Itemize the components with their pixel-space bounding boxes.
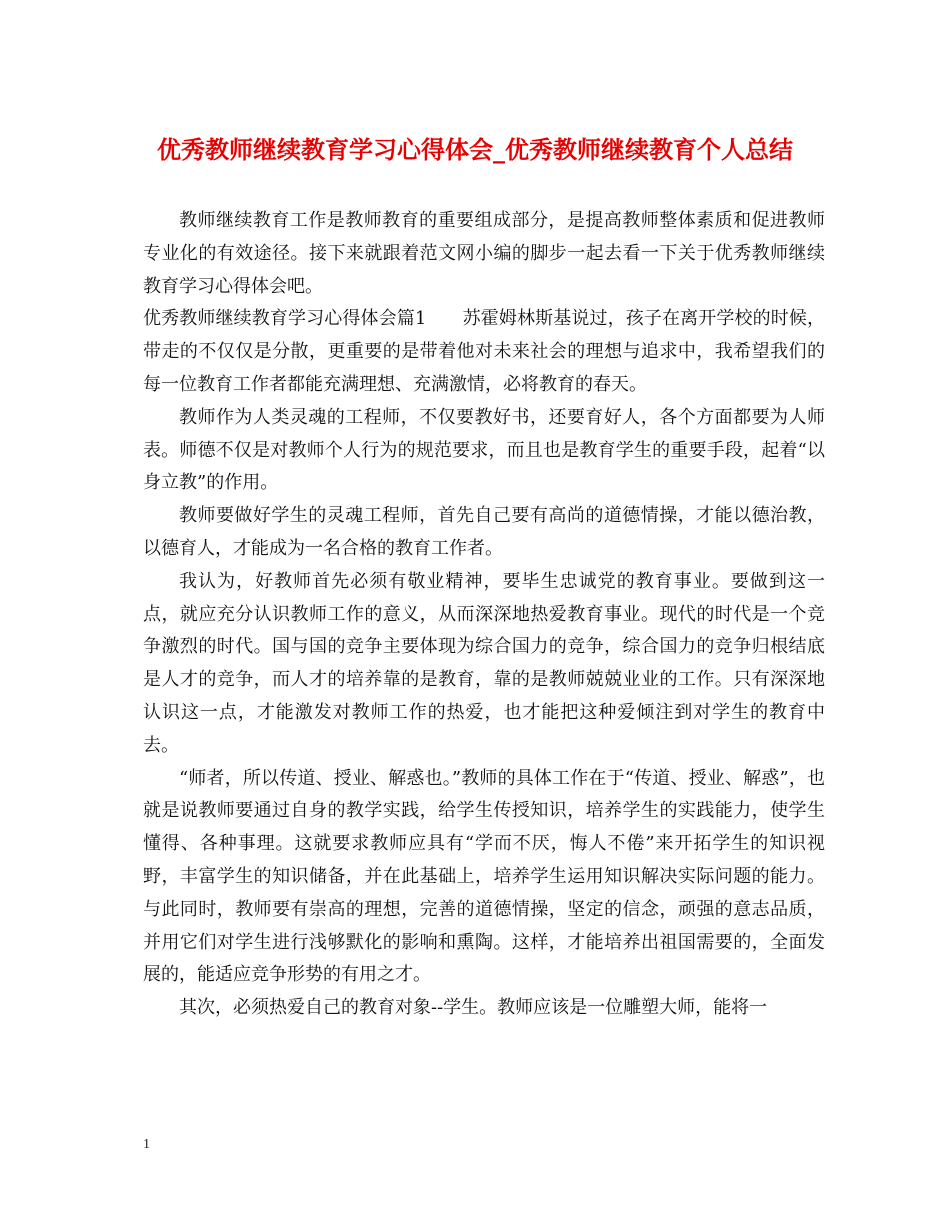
paragraph-section-1: 优秀教师继续教育学习心得体会篇1 苏霍姆林斯基说过，孩子在离开学校的时候，带走的不仅仅是分散，更重要的是带着他对未来社会的理想与追求中，我希望我们的每一位教育工作者都能充满理想、充满激情，必将教育的春天。 [143, 308, 825, 395]
document-title: 优秀教师继续教育学习心得体会_优秀教师继续教育个人总结 [157, 136, 793, 164]
paragraph: 教师作为人类灵魂的工程师，不仅要教好书，还要育好人，各个方面都要为人师表。师德不仅是对教师个人行为的规范要求，而且也是教育学生的重要手段，起着“以身立教”的作用。 [143, 406, 825, 494]
paragraph: 其次，必须热爱自己的教育对象--学生。教师应该是一位雕塑大师，能将一 [179, 997, 768, 1019]
paragraph: “师者，所以传道、授业、解惑也。”教师的具体工作在于“传道、授业、解惑”，也就是说教师要通过自身的教学实践，给学生传授知识，培养学生的实践能力，使学生懂得、各种事理。这就要求教师应具有“学而不厌，悔人不倦”来开拓学生的知识视野，丰富学生的知识储备，并在此基础上，培养学生运用知识解决实际问题的能力。与此同时，教师要有崇高的理想，完善的道德情操，坚定的信念，顽强的意志品质，并用它们对学生进行浅够默化的影响和熏陶。这样，才能培养出祖国需要的，全面发展的，能适应竞争形势的有用之才。 [143, 767, 825, 986]
page-number: 1 [143, 1137, 150, 1152]
document-body [143, 205, 825, 1025]
paragraph-intro: 教师继续教育工作是教师教育的重要组成部分，是提高教师整体素质和促进教师专业化的有效途径。接下来就跟着范文网小编的脚步一起去看一下关于优秀教师继续教育学习心得体会吧。 [143, 210, 825, 297]
paragraph: 我认为，好教师首先必须有敬业精神，要毕生忠诚党的教育事业。要做到这一点，就应充分认识教师工作的意义，从而深深地热爱教育事业。现代的时代是一个竞争激烈的时代。国与国的竞争主要体现为综合国力的竞争，综合国力的竞争归根结底是人才的竞争，而人才的培养靠的是教育，靠的是教师兢兢业业的工作。只有深深地认识这一点，才能激发对教师工作的热爱，也才能把这种爱倾注到对学生的教育中去。 [143, 570, 825, 756]
paragraph: 教师要做好学生的灵魂工程师，首先自己要有高尚的道德情操，才能以德治教，以德育人，才能成为一名合格的教育工作者。 [143, 505, 825, 559]
